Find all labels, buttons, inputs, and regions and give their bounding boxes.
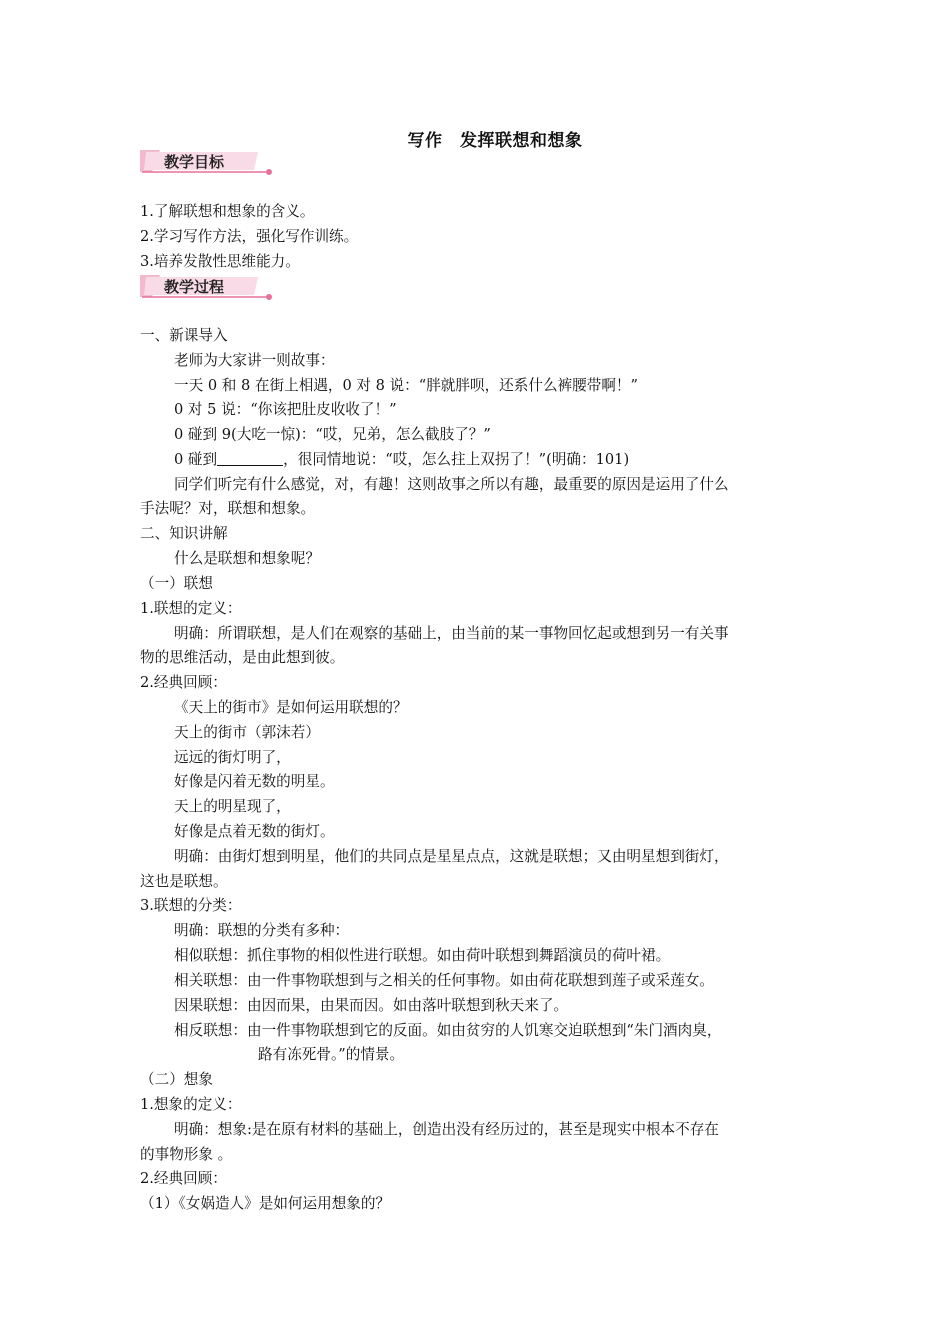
paragraph: 老师为大家讲一则故事： <box>174 352 335 369</box>
section-banner-process <box>138 271 278 305</box>
fill-blank <box>217 451 283 466</box>
heading: 1.想象的定义： <box>140 1096 242 1113</box>
poem-line: 天上的明星现了， <box>174 798 291 815</box>
paragraph: 相反联想：由一件事物联想到它的反面。如由贫穷的人饥寒交迫联想到“朱门酒肉臭， <box>174 1022 722 1039</box>
paragraph: 物的思维活动，是由此想到彼。 <box>140 649 345 666</box>
goal-item: 2.学习写作方法，强化写作训练。 <box>140 228 359 245</box>
paragraph: 手法呢？对，联想和想象。 <box>140 500 316 517</box>
paragraph: 相关联想：由一件事物联想到与之相关的任何事物。如由荷花联想到莲子或采莲女。 <box>174 972 714 989</box>
paragraph: 这也是联想。 <box>140 873 228 890</box>
heading: 一、新课导入 <box>140 327 228 344</box>
paragraph: 《天上的街市》是如何运用联想的？ <box>174 699 408 716</box>
paragraph: （1）《女娲造人》是如何运用想象的？ <box>140 1195 391 1212</box>
paragraph: 0 对 5 说：“你该把肚皮收收了！” <box>174 401 397 418</box>
document-title: 写作 发挥联想和想象 <box>407 131 583 151</box>
heading: （二）想象 <box>140 1071 213 1088</box>
paragraph: 明确：想象:是在原有材料的基础上，创造出没有经历过的，甚至是现实中根本不存在 <box>174 1121 719 1138</box>
paragraph: 的事物形象 。 <box>140 1146 233 1163</box>
paragraph: 什么是联想和想象呢？ <box>174 550 320 567</box>
poem-line: 天上的街市（郭沫若） <box>174 724 320 741</box>
paragraph: 同学们听完有什么感觉，对，有趣！这则故事之所以有趣，最重要的原因是运用了什么 <box>174 476 729 493</box>
heading: 1.联想的定义： <box>140 600 242 617</box>
poem-line: 远远的街灯明了， <box>174 749 291 766</box>
paragraph: 路有冻死骨。”的情景。 <box>258 1046 405 1063</box>
paragraph: 因果联想：由因而果，由果而因。如由落叶联想到秋天来了。 <box>174 997 569 1014</box>
banner-process-label: 教学过程 <box>164 278 225 296</box>
paragraph: 明确：所谓联想，是人们在观察的基础上，由当前的某一事物回忆起或想到另一有关事 <box>174 625 729 642</box>
heading: 二、知识讲解 <box>140 525 228 542</box>
paragraph: 明确：由街灯想到明星，他们的共同点是星星点点，这就是联想；又由明星想到街灯， <box>174 848 729 865</box>
heading: 2.经典回顾： <box>140 1170 227 1187</box>
paragraph: 明确：联想的分类有多种： <box>174 922 350 939</box>
paragraph: 一天 0 和 8 在街上相遇，0 对 8 说：“胖就胖呗，还系什么裤腰带啊！” <box>174 377 638 394</box>
poem-line: 好像是闪着无数的明星。 <box>174 773 335 790</box>
paragraph <box>174 450 629 470</box>
heading: （一）联想 <box>140 575 213 592</box>
text-span: ，很同情地说：“哎，怎么拄上双拐了！”(明确：101) <box>283 451 630 468</box>
heading: 2.经典回顾： <box>140 674 227 691</box>
section-banner-goals <box>138 146 278 180</box>
goal-item: 3.培养发散性思维能力。 <box>140 253 300 270</box>
paragraph: 相似联想：抓住事物的相似性进行联想。如由荷叶联想到舞蹈演员的荷叶裙。 <box>174 947 671 964</box>
goal-item: 1.了解联想和想象的含义。 <box>140 203 315 220</box>
poem-line: 好像是点着无数的街灯。 <box>174 823 335 840</box>
text-span: 0 碰到 <box>174 451 218 468</box>
banner-goals-label: 教学目标 <box>164 153 225 171</box>
banner-graphic <box>138 146 278 180</box>
heading: 3.联想的分类： <box>140 897 242 914</box>
paragraph: 0 碰到 9(大吃一惊)：“哎，兄弟，怎么截肢了？” <box>174 426 491 443</box>
banner-graphic <box>138 271 278 305</box>
